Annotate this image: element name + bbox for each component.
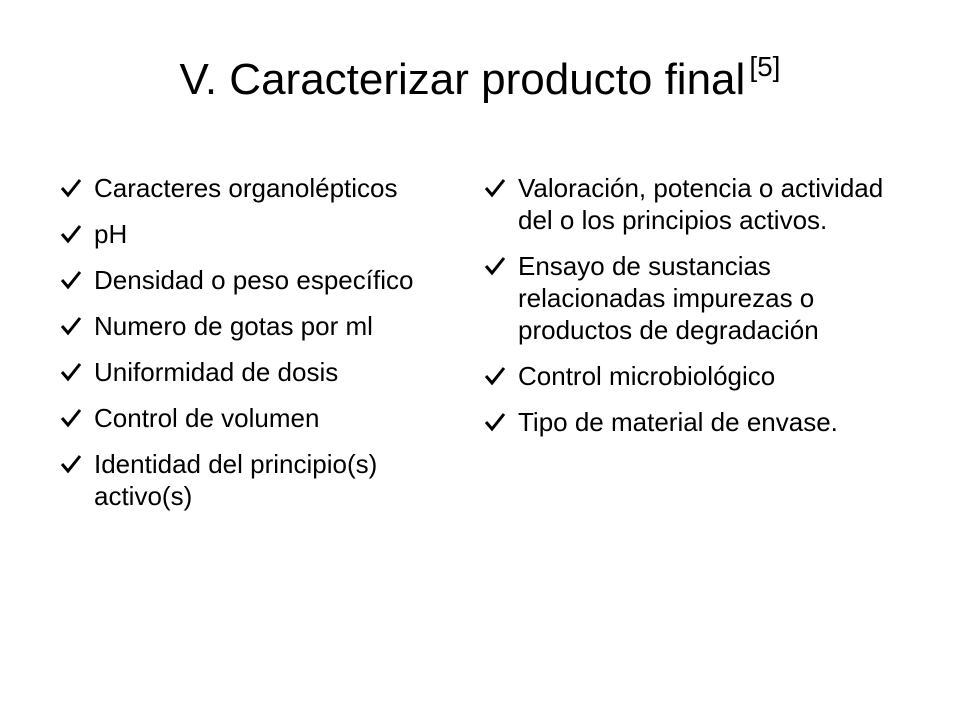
list-item-text: Uniformidad de dosis: [94, 357, 339, 387]
checkmark-icon: [484, 178, 506, 198]
list-item: [60, 310, 480, 342]
checkmark-icon: [60, 362, 82, 382]
right-bullet-list: [484, 172, 924, 452]
checkmark-icon: [60, 316, 82, 336]
checkmark-icon: [60, 408, 82, 428]
checkmark-icon: [60, 454, 82, 474]
title-reference: [5]: [749, 51, 781, 82]
list-item-text: pH: [94, 219, 128, 249]
list-item: [60, 218, 480, 250]
list-item: [60, 448, 480, 512]
left-bullet-list: [60, 172, 480, 526]
list-item: [484, 406, 924, 438]
slide-title-text: V. Caracterizar producto final: [179, 55, 746, 104]
checkmark-icon: [60, 178, 82, 198]
checkmark-icon: [484, 256, 506, 276]
list-item-text: Caracteres organolépticos: [94, 173, 398, 203]
list-item-text: Ensayo de sustancias relacionadas impurezas o productos de degradación: [518, 251, 819, 345]
list-item-text: Identidad del principio(s) activo(s): [94, 449, 378, 511]
list-item: [60, 172, 480, 204]
list-item-text: Valoración, potencia o actividad del o los principios activos.: [518, 173, 884, 235]
list-item-text: Tipo de material de envase.: [518, 407, 838, 437]
slide-title: [0, 52, 960, 108]
list-item-text: Numero de gotas por ml: [94, 311, 373, 341]
list-item: [60, 402, 480, 434]
list-item: [484, 360, 924, 392]
checkmark-icon: [484, 366, 506, 386]
list-item: [60, 356, 480, 388]
checkmark-icon: [60, 270, 82, 290]
list-item-text: Control microbiológico: [518, 361, 776, 391]
checkmark-icon: [60, 224, 82, 244]
list-item: [484, 172, 924, 236]
list-item: [484, 250, 924, 346]
list-item-text: Control de volumen: [94, 403, 320, 433]
list-item: [60, 264, 480, 296]
list-item-text: Densidad o peso específico: [94, 265, 414, 295]
checkmark-icon: [484, 412, 506, 432]
